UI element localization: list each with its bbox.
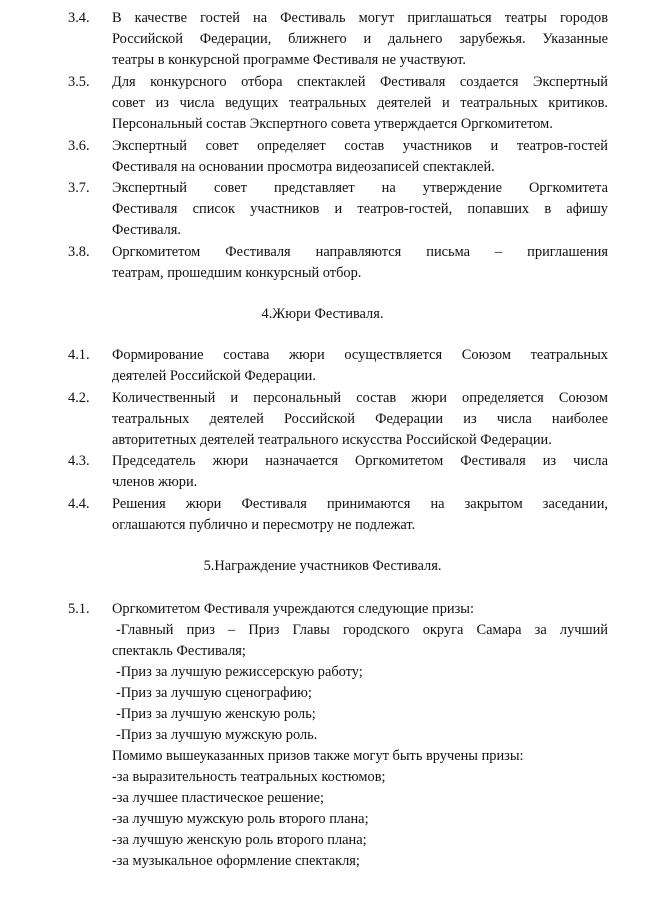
clause-number: 3.5.: [68, 74, 90, 90]
clause-number: 3.7.: [68, 180, 90, 196]
prize-item-continued: спектакль Фестиваля;: [112, 643, 246, 659]
clause-number: 4.3.: [68, 453, 90, 469]
clause-line: членов жюри.: [112, 474, 198, 490]
clause-line: деятелей Российской Федерации.: [112, 368, 316, 384]
clause-line: Решения жюри Фестиваля принимаются на закрытом заседании,: [112, 496, 608, 512]
clause-line: Формирование состава жюри осуществляется Союзом театральных: [112, 347, 608, 363]
extra-prize-item: -за лучшую мужскую роль второго плана;: [112, 811, 369, 827]
clause-line: Для конкурсного отбора спектаклей Фестиваля создается Экспертный: [112, 74, 608, 90]
section-heading-jury: 4.Жюри Фестиваля.: [261, 306, 384, 322]
clause-line: В качестве гостей на Фестиваль могут приглашаться театры городов: [112, 10, 608, 26]
clause-number: 4.4.: [68, 496, 90, 512]
prize-item: -Приз за лучшую мужскую роль.: [116, 727, 318, 743]
clause-number: 3.8.: [68, 244, 90, 260]
clause-line: Экспертный совет определяет состав участников и театров-гостей: [112, 138, 608, 154]
prize-item: -Приз за лучшую женскую роль;: [116, 706, 316, 722]
section-heading-awards: 5.Награждение участников Фестиваля.: [203, 558, 442, 574]
clause-line: совет из числа ведущих театральных деятелей и театральных критиков.: [112, 95, 608, 111]
extra-prize-item: -за выразительность театральных костюмов;: [112, 769, 386, 785]
clause-line: оглашаются публично и пересмотру не подлежат.: [112, 517, 416, 533]
prize-list: [112, 620, 608, 872]
extra-prize-item: -за музыкальное оформление спектакля;: [112, 853, 360, 869]
clause-line: Председатель жюри назначается Оргкомитетом Фестиваля из числа: [112, 453, 608, 469]
clause-number: 4.2.: [68, 390, 90, 406]
clause-line: Фестиваля список участников и театров-гостей, попавших в афишу: [112, 201, 608, 217]
clause-number: 5.1.: [68, 601, 90, 617]
clause-line: Российской Федерации, ближнего и дальнего зарубежья. Указанные: [112, 31, 608, 47]
clause-line: театры в конкурсной программе Фестиваля не участвуют.: [112, 52, 466, 68]
prize-item: -Приз за лучшую сценографию;: [116, 685, 312, 701]
clause-line: Оргкомитетом Фестиваля направляются письма – приглашения: [112, 244, 608, 260]
clause-line: Экспертный совет представляет на утверждение Оргкомитета: [112, 180, 608, 196]
prize-item: -Главный приз – Приз Главы городского округа Самара за лучший: [116, 622, 608, 638]
clause-line: Фестиваля на основании просмотра видеозаписей спектаклей.: [112, 159, 495, 175]
clause-line: Персональный состав Экспертного совета утверждается Оргкомитетом.: [112, 116, 553, 132]
clause-number: 3.6.: [68, 138, 90, 154]
clause-line: Количественный и персональный состав жюри определяется Союзом: [112, 390, 608, 406]
extra-prize-item: -за лучшую женскую роль второго плана;: [112, 832, 367, 848]
extra-prize-item: -за лучшее пластическое решение;: [112, 790, 325, 806]
clause-line: авторитетных деятелей театрального искусства Российской Федерации.: [112, 432, 552, 448]
clause-number: 4.1.: [68, 347, 90, 363]
clause-number: 3.4.: [68, 10, 90, 26]
clause-line: Фестиваля.: [112, 222, 182, 238]
clause-line: театрам, прошедшим конкурсный отбор.: [112, 265, 362, 281]
extra-prizes-intro: Помимо вышеуказанных призов также могут быть вручены призы:: [112, 748, 524, 764]
clause-line: театральных деятелей Российской Федерации из числа наиболее: [112, 411, 608, 427]
prize-item: -Приз за лучшую режиссерскую работу;: [116, 664, 363, 680]
clause-line: Оргкомитетом Фестиваля учреждаются следующие призы:: [112, 601, 474, 617]
